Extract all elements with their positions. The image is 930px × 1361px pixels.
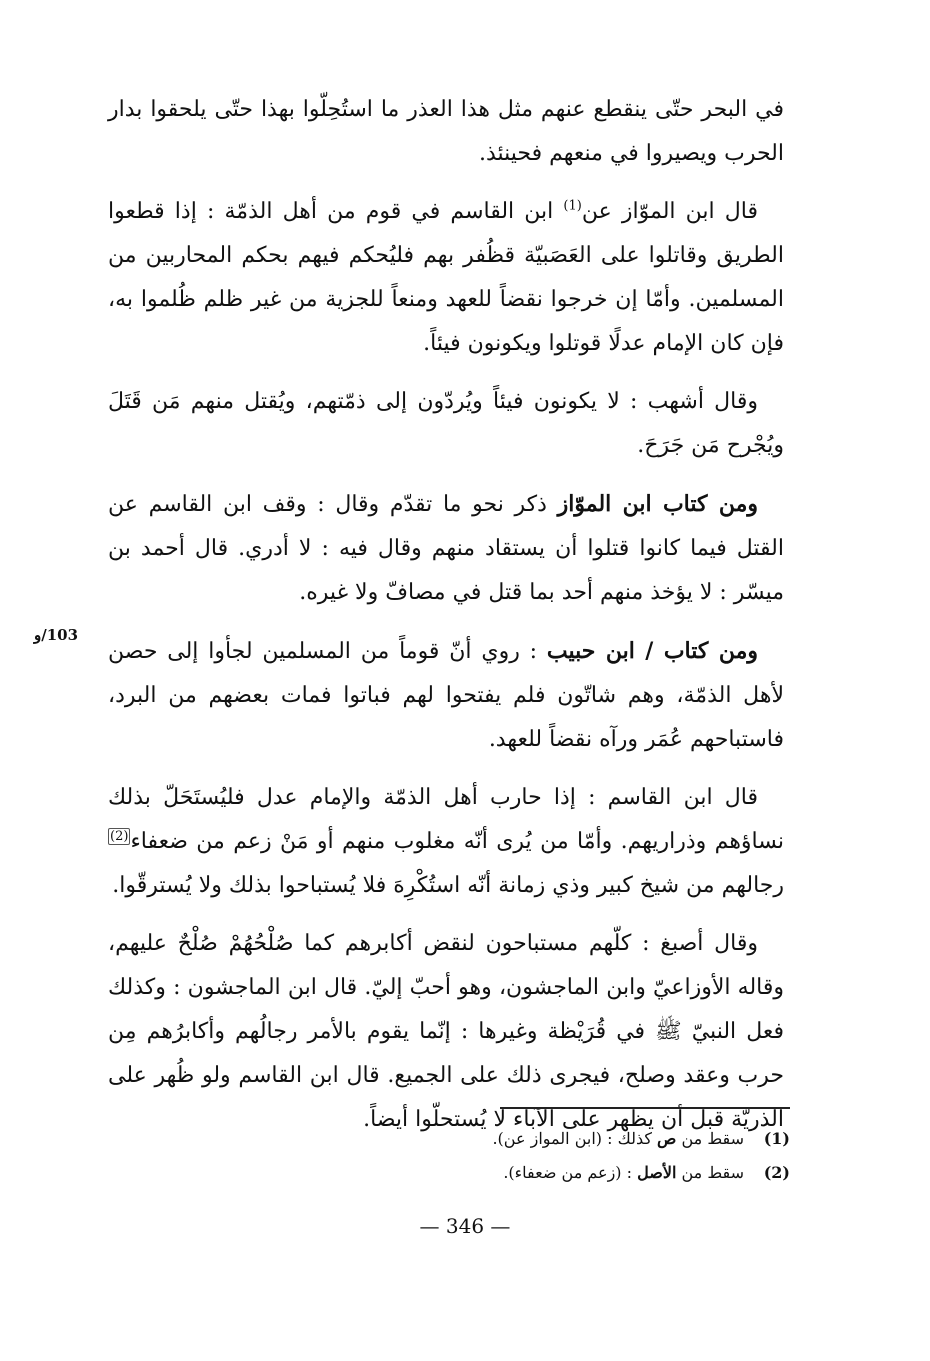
footnotes — [130, 1122, 790, 1190]
paragraph-3 — [108, 380, 784, 468]
footnote-2-post: : (زعم من ضعفاء). — [503, 1163, 638, 1182]
footnote-1-pre: سقط من — [676, 1129, 744, 1148]
page-number: — 346 — — [419, 1214, 511, 1238]
paragraph-7-text: وقال أصبغ : كلّهم مستباحون لنقض أكابرهم كما صُلْحُهُمْ صُلْحٌ عليهم، وقاله الأوزاعيّ وابن الماجشون، وهو أحبّ إليّ. قال ابن الماجشون : وكذلك فعل النبيّ ﷺ في قُرَيْظة وغيرها : إنّما يقوم بالأمر رجالُهم وأكابرُهم مِن حرب وعقد وصلح، فيجرى ذلك على الجميع. قال ابن القاسم ولو ظُهر على الذريّة قبل أن يظهر على الآباء لا يُستحلّوا أيضاً. — [108, 931, 784, 1132]
paragraph-2 — [108, 190, 784, 366]
paragraph-2-text-b: ابن القاسم في قوم من أهل الذمّة : إذا قطعوا الطريق وقاتلوا على العَصَبيّة قظُفر بهم فليُحكم فيهم بحكم المحاربين من المسلمين. وأمّا إن خرجوا نقضاً للعهد ومنعاً للجزية من غير ظلم ظُلموا به، فإن كان الإمام عدلًا قوتلوا ويكونون فيئاً. — [108, 199, 784, 356]
footnote-2 — [130, 1156, 790, 1190]
footnote-1-source: ص — [657, 1129, 677, 1148]
paragraph-6 — [108, 776, 784, 908]
footnote-2-number: (2) — [763, 1163, 790, 1182]
footnote-ref-1[interactable]: (1) — [563, 198, 582, 214]
paragraph-5-text: : روي أنّ قوماً من المسلمين لجأوا إلى حصن لأهل الذمّة، وهم شاتّون فلم يفتحوا لهم فباتوا فمات بعضهم من البرد، فاستباحهم عُمَر ورآه نقضاً للعهد. — [108, 639, 784, 752]
footnote-ref-2[interactable]: (2) — [110, 828, 129, 844]
footnote-1 — [130, 1122, 790, 1156]
manuscript-folio-marker: 103/و — [34, 626, 79, 644]
footnote-1-post: كذلك : (ابن المواز عن). — [492, 1129, 658, 1148]
paragraph-6-text-b: رجالهم من شيخ كبير وذي زمانة أنّه استُكْرِهَ فلا يُستباحوا بذلك ولا يُسترقّوا. — [112, 873, 784, 898]
footnote-2-text — [503, 1156, 744, 1190]
paragraph-7 — [108, 922, 784, 1142]
footnote-1-text — [492, 1122, 744, 1156]
main-text — [108, 88, 784, 1156]
paragraph-1 — [108, 88, 784, 176]
paragraph-5-source: ومن كتاب / ابن حبيب — [546, 638, 758, 664]
paragraph-4-source: ومن كتاب ابن الموّاز — [557, 491, 759, 517]
footnote-2-pre: سقط من — [676, 1163, 744, 1182]
paragraph-5 — [108, 629, 784, 762]
footnote-divider — [500, 1107, 790, 1109]
paragraph-4 — [108, 482, 784, 615]
paragraph-4-text: ذكر نحو ما تقدّم وقال : وقف ابن القاسم عن القتل فيما كانوا قتلوا أن يستقاد منهم وقال فيه : لا أدري. قال أحمد بن ميسّر : لا يؤخذ منهم أحد بما قتل في مصافّ ولا غيره. — [108, 492, 784, 605]
paragraph-1-text: في البحر حتّى ينقطع عنهم مثل هذا العذر ما استُحِلّوا بهذا حتّى يلحقوا بدار الحرب ويصيروا في منعهم فحينئذ. — [108, 97, 784, 166]
footnote-2-source: الأصل — [637, 1163, 677, 1182]
paragraph-2-text-a: قال ابن الموّاز عن — [581, 199, 758, 224]
paragraph-6-text-a: قال ابن القاسم : إذا حارب أهل الذمّة والإمام عدل فليُستَحَلّ بذلك نساؤهم وذراريهم. وأمّا من يُرى أنّه مغلوب منهم أو مَنْ زعم من ضعفاء — [108, 785, 784, 854]
paragraph-3-text: وقال أشهب : لا يكونون فيئاً ويُردّون إلى ذمّتهم، ويُقتل منهم مَن قَتَلَ ويُجْرح مَن جَرَحَ. — [108, 389, 784, 458]
footnote-1-number: (1) — [763, 1129, 790, 1148]
